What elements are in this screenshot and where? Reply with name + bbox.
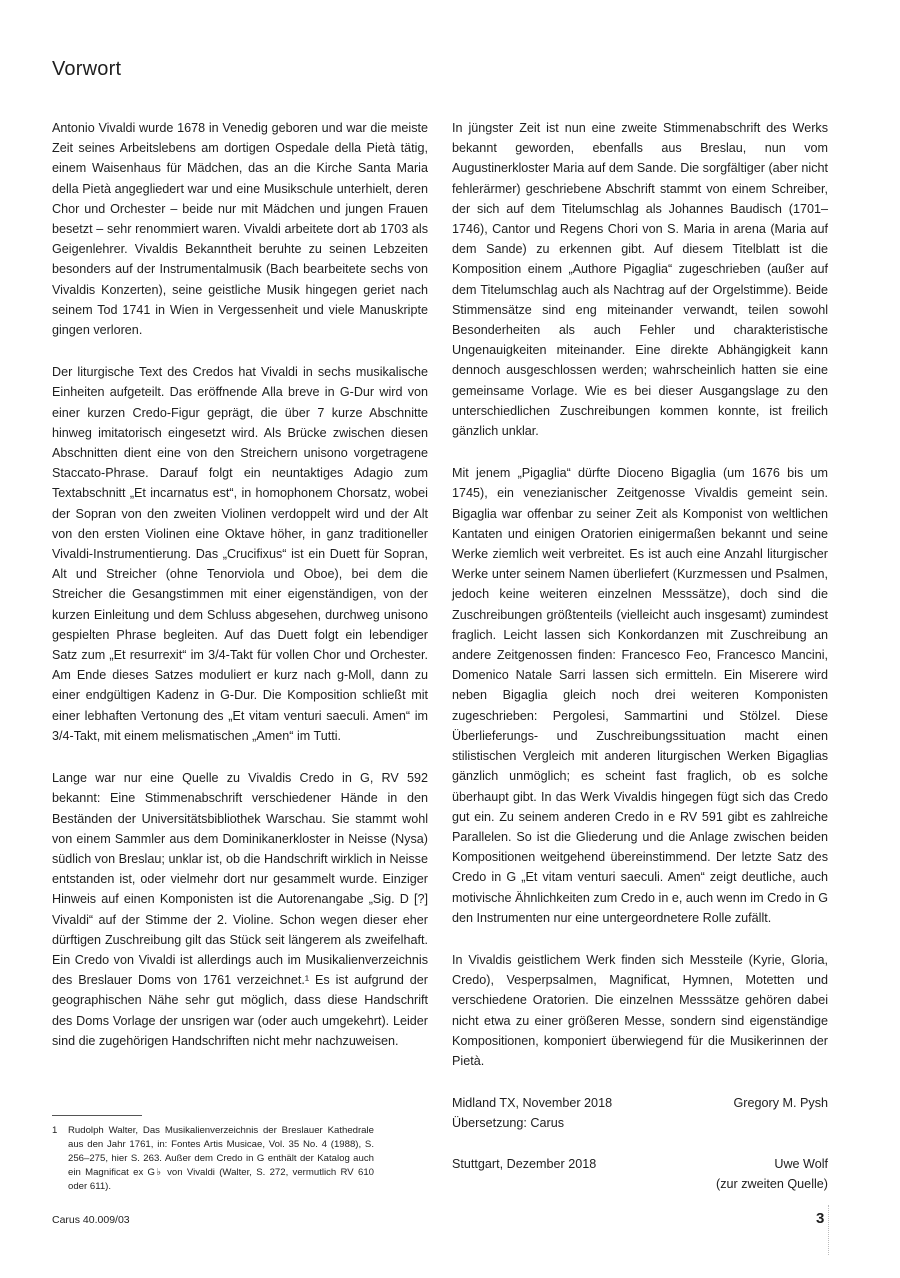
signature-wolf (452, 1154, 828, 1194)
paragraph: In jüngster Zeit ist nun eine zweite Stimmenabschrift des Werks bekannt geworden, ebenfalls aus Breslau, nun vom Augustinerkloster Maria auf dem Sande. Die sorgfältiger (aber nicht fehlerärmer) geschriebene Abschrift stammt von einem Schreiber, der sich auf dem Titelumschlag als Johannes Baudisch (1701–1746), Cantor und Regens Chori von S. Maria in arena (Maria auf dem Sande) zu erkennen gibt. Auf diesem Titelblatt ist die Komposition einem „Authore Pigaglia“ zugeschrieben (außer auf dem Titelumschlag auch als Nachtrag auf der Orgelstimme). Beide Stimmensätze sind eng miteinander verwandt, teilen sowohl Besonderheiten als auch Fehler und charakteristische Ungenauigkeiten miteinander. Eine direkte Abhängigkeit kann dennoch ausgeschlossen werden; wahrscheinlich hatten sie eine gemeinsame Vorlage. Wie es bei dieser Ausgangslage zu den unterschiedlichen Zuschreibungen kommen konnte, ist freilich gänzlich unklar. (452, 121, 828, 439)
paragraph: Mit jenem „Pigaglia“ dürfte Dioceno Bigaglia (um 1676 bis um 1745), ein venezianischer Zeitgenosse Vivaldis gemeint sein. Bigaglia war offenbar zu seiner Zeit als Komponist von weltlichen Kantaten und einigen Oratorien einigermaßen bekannt und seine Werke ziemlich weit verbreitet. Es ist auch eine Anzahl liturgischer Werke unter seinem Namen überliefert (Kurzmessen und Psalmen, jedoch keine weiteren einzelnen Messsätze), doch sind die Zuschreibungen größtenteils (vielleicht auch insgesamt) zumindest fraglich. Leicht lassen sich Konkordanzen mit Zuschreibung an andere Zeitgenossen finden: Francesco Feo, Francesco Mancini, Domenico Natale Sarri lassen sich ermitteln. Ein Miserere wird neben Bigaglia gleich noch drei weiteren Komponisten zugeschrieben: Pergolesi, Sammartini und Stölzel. Diese Überlieferungs- und Zuschreibungssituation macht einen stilistischen Vergleich mit anderen liturgischen Werken Bigaglias gänzlich unmöglich; es scheint fast fraglich, ob es solche überhaupt gibt. In das Werk Vivaldis hingegen fügt sich das Credo gut ein. Zu seinem anderen Credo in e RV 591 gibt es zahlreiche Parallelen. So ist die Gliederung und die Anlage zwischen beiden Kompositionen weitgehend übereinstimmend. Der letzte Satz des Credo in G „Et vitam venturi saeculi. Amen“ zeigt deutliche, auch motivische Ähnlichkeiten zum Credo in e, auch wenn im Credo in G den Instrumenten nur eine untergeordnetere Rolle zufällt. (452, 466, 828, 925)
catalog-number: Carus 40.009/03 (52, 1214, 130, 1226)
paragraph: In Vivaldis geistlichem Werk finden sich Messteile (Kyrie, Gloria, Credo), Vesperpsalmen, Magnificat, Hymnen, Motetten und verschiedene Oratorien. Die einzelnen Messsätze gehören dabei nicht etwa zu einer größeren Messe, sondern sind eigenständige Kompositionen, komponiert überwiegend für die Musikerinnen der Pietà. (452, 952, 828, 1068)
page-title: Vorwort (52, 58, 122, 80)
left-column (52, 118, 428, 1051)
signature-translation: Übersetzung: Carus (452, 1116, 564, 1131)
signature-place-date: Stuttgart, Dezember 2018 (452, 1156, 597, 1171)
signature-note: (zur zweiten Quelle) (716, 1176, 828, 1191)
signature-pysh (452, 1093, 828, 1133)
paragraph: Antonio Vivaldi wurde 1678 in Venedig geboren und war die meiste Zeit seines Arbeitslebens am dortigen Ospedale della Pietà tätig, einem Waisenhaus für Mädchen, das an die Kirche Santa Maria della Pietà angegliedert war und eine Musikschule unterhielt, deren Chor und Orchester – beide nur mit Mädchen und jungen Frauen besetzt – sehr renommiert waren. Vivaldi arbeitete dort ab 1703 als Geigenlehrer. Vivaldis Bekanntheit beruhte zu seinen Lebzeiten besonders auf der Instrumentalmusik (Bach bearbeitete sechs von Vivaldis Konzerten), seine geistliche Musik hingegen geriet nach seinem Tod 1741 in Wien in Vergessenheit und viele Manuskripte gingen verloren. (52, 121, 428, 338)
page-edge-marker (828, 1205, 829, 1255)
paragraph: Der liturgische Text des Credos hat Vivaldi in sechs musikalische Einheiten aufgeteilt. Das eröffnende Alla breve in G-Dur wird von einer kurzen Credo-Figur geprägt, die über 7 kurze Abschnitte hinweg imitatorisch eingesetzt wird. Als Brücke zwischen diesen Abschnitten dient eine von den Streichern unisono vorgetragene Staccato-Phrase. Darauf folgt ein neuntaktiges Adagio zum Textabschnitt „Et incarnatus est“, in homophonem Chorsatz, wobei der Sopran von den zweiten Violinen verdoppelt wird und der Alt von den ersten Violinen eine Oktave höher, in ganz traditioneller Vivaldi-Instrumentierung. Das „Crucifixus“ ist ein Duett für Sopran, Alt und Streicher (ohne Tenorviola und Oboe), bei dem die Streicher die Gesangstimmen mit einer eigenständigen, von der kurzen Einleitung und dem Schluss abgesehen, durchweg unisono gespielten Phrase begleiten. Auf das Duett folgt ein lebendiger Satz zum „Et resurrexit“ im 3/4-Takt für vollen Chor und Orchester. Am Ende dieses Satzes moduliert er kurz nach g-Moll, dann zu einer endgültigen Kadenz in G-Dur. Die Komposition schließt mit einer lebhaften Vertonung des „Et vitam venturi saeculi. Amen“ im 3/4-Takt, mit einem melismatischen „Amen“ im Tutti. (52, 365, 428, 743)
page-number: 3 (816, 1210, 825, 1227)
paragraph: Lange war nur eine Quelle zu Vivaldis Credo in G, RV 592 bekannt: Eine Stimmenabschrift verschiedener Hände in den Beständen der Universitätsbibliothek Warschau. Sie stammt wohl von einem Sammler aus dem Dominikanerkloster in Neisse (Nysa) südlich von Breslau; unklar ist, ob die Handschrift wirklich in Neisse entstanden ist, oder vielmehr dort nur gesammelt wurde. Einziger Hinweis auf einen Komponisten ist die Autorenangabe „Sig. D [?] Vivaldi“ auf der Stimme der 2. Violine. Schon wegen dieser eher dürftigen Zuschreibung gilt das Stück seit längerem als zweifelhaft. Ein Credo von Vivaldi ist allerdings auch im Musikalienverzeichnis des Breslauer Doms von 1761 verzeichnet.¹ Es ist aufgrund der geographischen Nähe sehr gut möglich, dass diese Handschrift des Doms Vorlage der unsrigen war (oder auch umgekehrt). Leider sind die zugehörigen Handschriften nicht mehr nachzuweisen. (52, 771, 428, 1048)
footnote-divider (52, 1115, 142, 1116)
footnote (52, 1124, 374, 1194)
signature-place-date: Midland TX, November 2018 (452, 1096, 613, 1111)
footnote-number: 1 (52, 1125, 58, 1136)
signature-name: Gregory M. Pysh (733, 1096, 828, 1111)
right-column (452, 118, 828, 1214)
footnote-text: Rudolph Walter, Das Musikalienverzeichnis der Breslauer Kathedrale aus den Jahr 1761, in: Fontes Artis Musicae, Vol. 35 No. 4 (1988), S. 256–275, hier S. 263. Außer dem Credo in G enthält der Katalog auch ein Magnificat ex G♭ von Vivaldi (Walter, S. 272, vermutlich RV 610 oder 611). (68, 1125, 374, 1192)
signature-name: Uwe Wolf (774, 1156, 828, 1171)
